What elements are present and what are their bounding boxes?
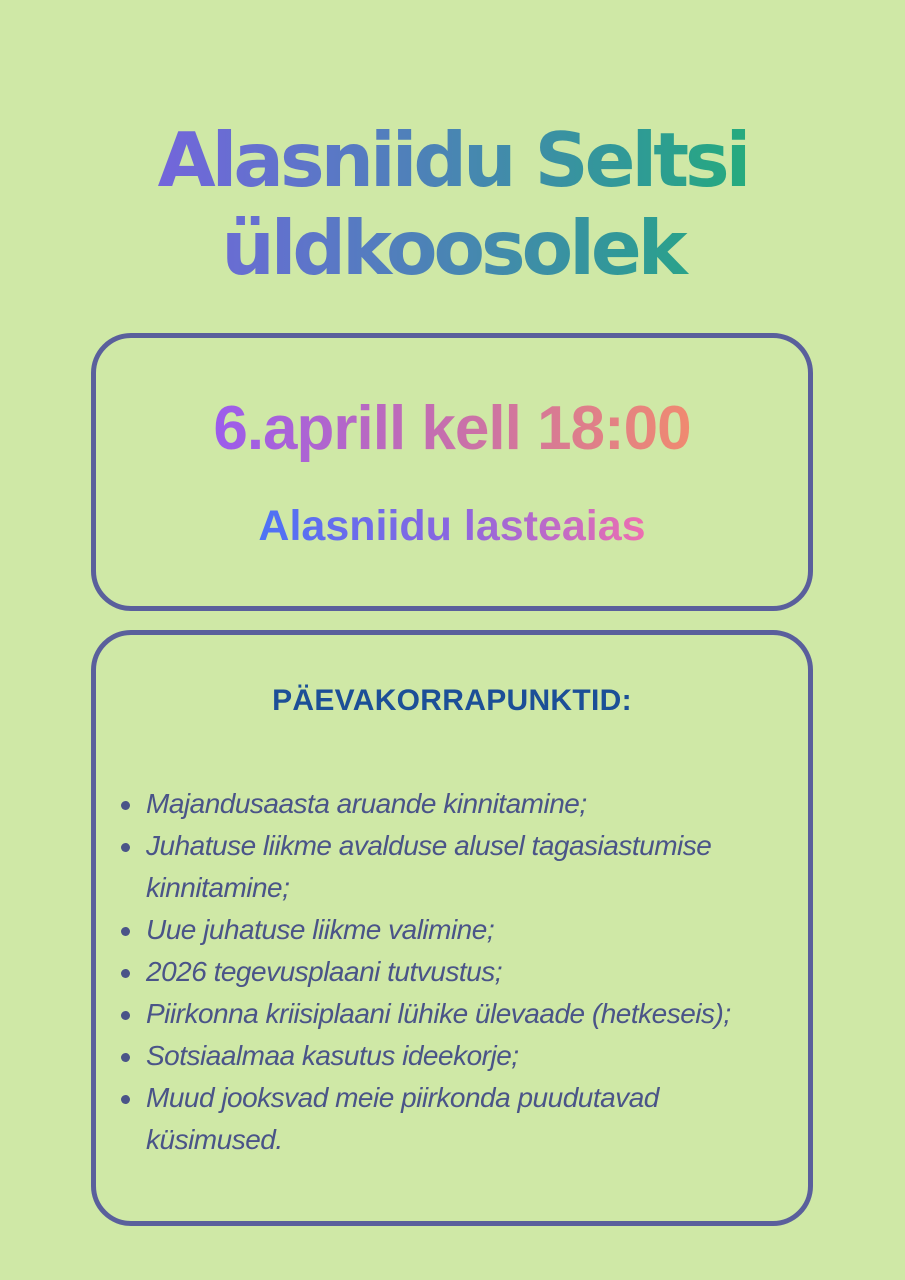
agenda-item (146, 1077, 801, 1161)
page-title (0, 116, 905, 292)
bullet-icon (121, 969, 130, 978)
bullet-icon (121, 1053, 130, 1062)
event-location (96, 500, 808, 552)
event-date-time-text: 6.aprill kell 18:00 (213, 394, 691, 463)
bullet-icon (121, 843, 130, 852)
agenda-item (146, 825, 801, 909)
page-title-line-2: üldkoosolek (221, 204, 684, 292)
bullet-icon (121, 1095, 130, 1104)
bullet-icon (121, 1011, 130, 1020)
agenda-item-text: Juhatuse liikme avalduse alusel tagasiastumise kinnitamine; (146, 830, 712, 903)
event-details-card (91, 333, 813, 611)
agenda-card (91, 630, 813, 1226)
agenda-item (146, 909, 801, 951)
agenda-item (146, 951, 801, 993)
agenda-item-text: 2026 tegevusplaani tutvustus; (146, 956, 502, 987)
agenda-item-text: Uue juhatuse liikme valimine; (146, 914, 495, 945)
page-title-line-1: Alasniidu Seltsi (157, 116, 748, 204)
agenda-list (146, 783, 801, 1161)
agenda-item (146, 1035, 801, 1077)
bullet-icon (121, 927, 130, 936)
event-location-text: Alasniidu lasteaias (258, 502, 646, 550)
agenda-item (146, 783, 801, 825)
agenda-heading: PÄEVAKORRAPUNKTID: (272, 684, 632, 717)
bullet-icon (121, 801, 130, 810)
agenda-item-text: Majandusaasta aruande kinnitamine; (146, 788, 587, 819)
event-date-time (96, 394, 808, 464)
agenda-item-text: Sotsiaalmaa kasutus ideekorje; (146, 1040, 519, 1071)
agenda-item-text: Muud jooksvad meie piirkonda puudutavad küsimused. (146, 1082, 659, 1155)
agenda-item (146, 993, 801, 1035)
agenda-item-text: Piirkonna kriisiplaani lühike ülevaade (hetkeseis); (146, 998, 731, 1029)
